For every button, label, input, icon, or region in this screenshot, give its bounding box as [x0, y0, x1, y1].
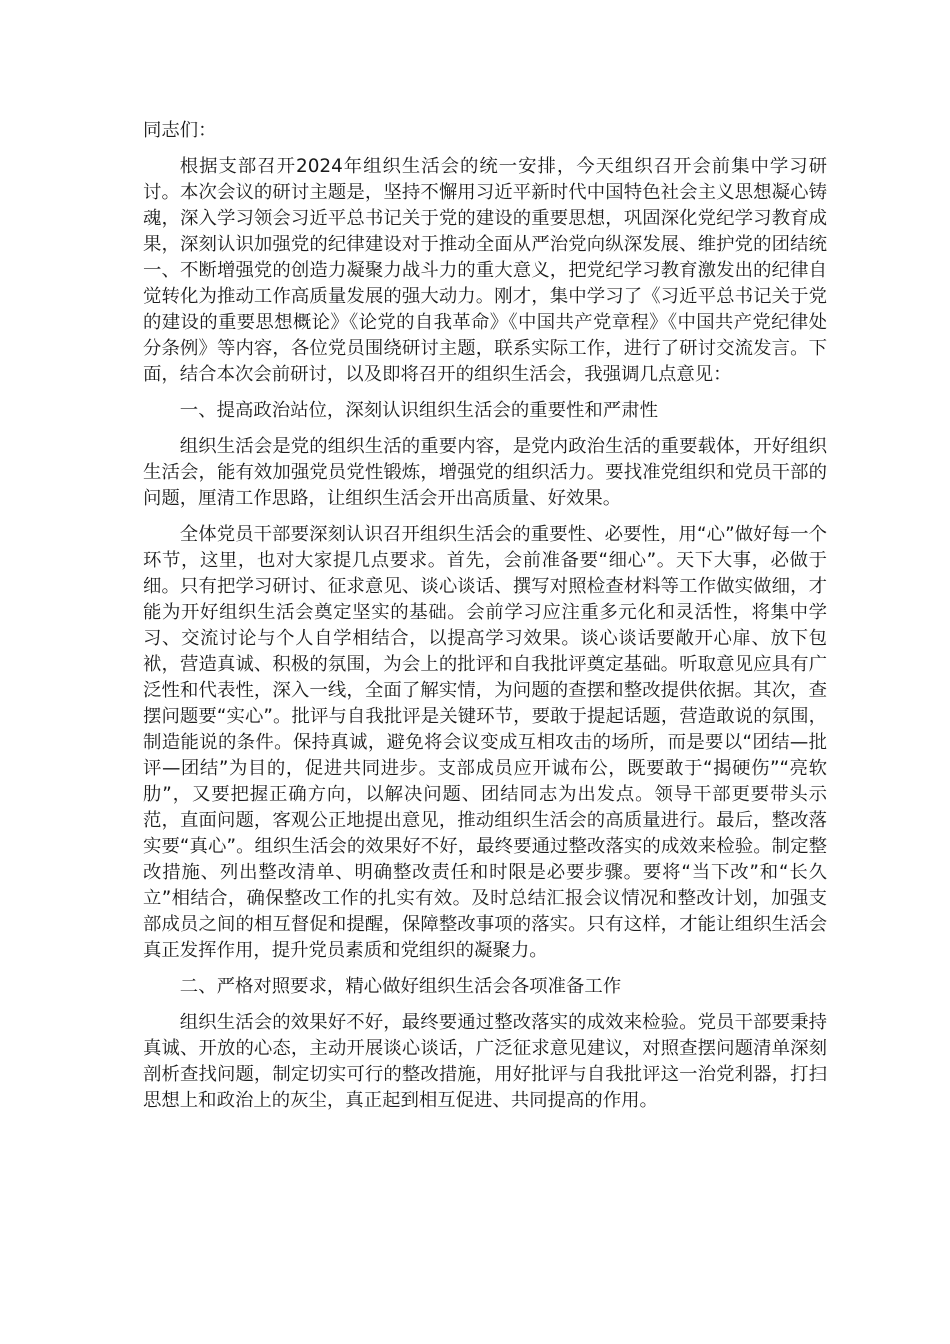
body-paragraph: 组织生活会的效果好不好，最终要通过整改落实的成效来检验。党员干部要秉持真诚、开放的心态，主动开展谈心谈话，广泛征求意见建议，对照查摆问题清单深刻剖析查找问题，制定切实可行的整改措施，用好批评与自我批评这一治党利器，打扫思想上和政治上的灰尘，真正起到相互促进、共同提高的作用。	[143, 1012, 827, 1111]
body-paragraph: 全体党员干部要深刻认识召开组织生活会的重要性、必要性，用“心”做好每一个环节，这里，也对大家提几点要求。首先，会前准备要“细心”。天下大事，必做于细。只有把学习研讨、征求意见、谈心谈话、撰写对照检查材料等工作做实做细，才能为开好组织生活会奠定坚实的基础。会前学习应注重多元化和灵活性，将集中学习、交流讨论与个人自学相结合，以提高学习效果。谈心谈话要敞开心扉、放下包袱，营造真诚、积极的氛围，为会上的批评和自我批评奠定基础。听取意见应具有广泛性和代表性，深入一线，全面了解实情，为问题的查摆和整改提供依据。其次，查摆问题要“实心”。批评与自我批评是关键环节，要敢于提起话题，营造敢说的氛围，制造能说的条件。保持真诚，避免将会议变成互相攻击的场所，而是要以“团结—批评—团结”为目的，促进共同进步。支部成员应开诚布公，既要敢于“揭硬伤”“亮软肋”，又要把握正确方向，以解决问题、团结同志为出发点。领导干部更要带头示范，直面问题，客观公正地提出意见，推动组织生活会的高质量进行。最后，整改落实要“真心”。组织生活会的效果好不好，最终要通过整改落实的成效来检验。制定整改措施、列出整改清单、明确整改责任和时限是必要步骤。要将“当下改”和“长久立”相结合，确保整改工作的扎实有效。及时总结汇报会议情况和整改计划，加强支部成员之间的相互督促和提醒，保障整改事项的落实。只有这样，才能让组织生活会真正发挥作用，提升党员素质和党组织的凝聚力。	[143, 524, 827, 961]
section-heading-2: 二、严格对照要求，精心做好组织生活会各项准备工作	[179, 976, 622, 997]
body-paragraph: 组织生活会是党的组织生活的重要内容，是党内政治生活的重要载体，开好组织生活会，能有效加强党员党性锻炼，增强党的组织活力。要找准党组织和党员干部的问题，厘清工作思路，让组织生活会开出高质量、好效果。	[143, 436, 827, 509]
section-heading-1: 一、提高政治站位，深刻认识组织生活会的重要性和严肃性	[179, 400, 658, 421]
salutation: 同志们：	[143, 120, 217, 141]
document-body	[143, 118, 827, 1124]
intro-paragraph: 根据支部召开2024年组织生活会的统一安排，今天组织召开会前集中学习研讨。本次会议的研讨主题是，坚持不懈用习近平新时代中国特色社会主义思想凝心铸魂，深入学习领会习近平总书记关于党的建设的重要思想，巩固深化党纪学习教育成果，深刻认识加强党的纪律建设对于推动全面从严治党向纵深发展、维护党的团结统一、不断增强党的创造力凝聚力战斗力的重大意义，把党纪学习教育激发出的纪律自觉转化为推动工作高质量发展的强大动力。刚才，集中学习了《习近平总书记关于党的建设的重要思想概论》《论党的自我革命》《中国共产党章程》《中国共产党纪律处分条例》等内容，各位党员围绕研讨主题，联系实际工作，进行了研讨交流发言。下面，结合本次会前研讨，以及即将召开的组织生活会，我强调几点意见：	[143, 156, 827, 385]
